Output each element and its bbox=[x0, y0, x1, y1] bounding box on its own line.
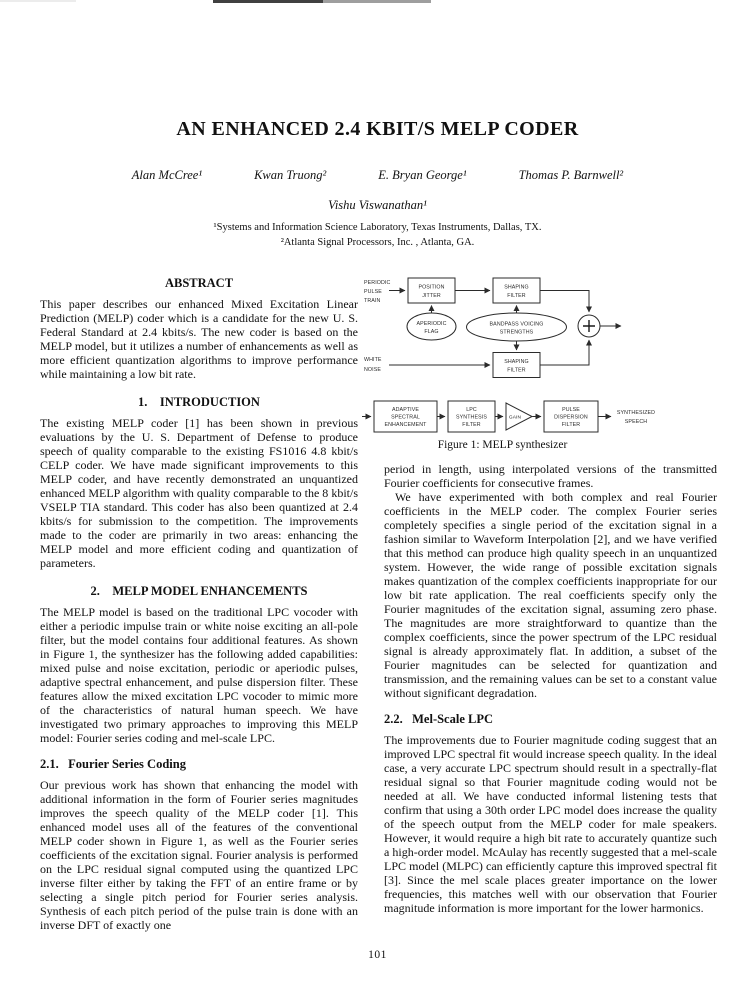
abstract-heading: ABSTRACT bbox=[164, 276, 234, 290]
section-2-text: The MELP model is based on the traditional LPC vocoder with either a periodic impulse train or white noise exciting an all-pole filter, but the model contains four additional features. As shown in Figure 1, the synthesizer has the following added capabilities: mixed pulse and noise excitation, periodic or aperiodic pulses, adaptive spectral enhancement, and pulse dispersion filter. These features allow the mixed excitation LPC vocoder to mimic more of the characteristics of natural human speech. We have investigated two primary approaches to improving this MELP model: Fourier series coding and mel-scale LPC. bbox=[40, 605, 358, 745]
affiliation-1: ¹Systems and Information Science Laboratory, Texas Instruments, Dallas, TX. bbox=[213, 222, 542, 233]
label-pulse: PULSE bbox=[364, 289, 382, 295]
block-aperiodic-flag bbox=[407, 313, 456, 340]
label-position: POSITION bbox=[418, 284, 445, 291]
label-enhancement: ENHANCEMENT bbox=[384, 422, 427, 428]
label-filter-top: FILTER bbox=[507, 293, 526, 299]
affiliation-2: ²Atlanta Signal Processors, Inc. , Atlanta, GA. bbox=[280, 237, 475, 248]
label-jitter: JITTER bbox=[422, 293, 441, 299]
page-number: 101 bbox=[368, 949, 387, 961]
block-lpc-synthesis-filter bbox=[448, 401, 495, 432]
section-2-heading: 2. MELP MODEL ENHANCEMENTS bbox=[90, 584, 308, 598]
wire-shaping-top-to-sum bbox=[540, 291, 589, 313]
author-3: E. Bryan George¹ bbox=[378, 168, 467, 182]
block-position-jitter bbox=[408, 278, 455, 303]
label-speech: SPEECH bbox=[624, 419, 648, 425]
label-filter-lpc: FILTER bbox=[462, 422, 481, 428]
label-aperiodic: APERIODIC bbox=[416, 321, 447, 327]
label-filter-pdf: FILTER bbox=[561, 422, 581, 428]
author-1: Alan McCree¹ bbox=[131, 168, 203, 182]
label-flag: FLAG bbox=[424, 329, 439, 335]
scan-artifact-gray-bar bbox=[323, 0, 431, 3]
scan-artifact-faint-bar bbox=[0, 0, 76, 2]
label-periodic: PERIODIC bbox=[364, 280, 391, 286]
section-2-1-heading: 2.1. Fourier Series Coding bbox=[40, 757, 186, 771]
label-strengths: STRENGTHS bbox=[499, 329, 534, 336]
block-adaptive-spectral-enhancement bbox=[374, 401, 437, 432]
label-white: WHITE bbox=[364, 357, 382, 363]
scan-artifact-dark-bar bbox=[213, 0, 323, 3]
label-filter-bottom: FILTER bbox=[507, 367, 526, 374]
left-column bbox=[40, 276, 358, 932]
label-spectral: SPECTRAL bbox=[391, 414, 420, 421]
label-periodic-pulse-train bbox=[364, 280, 390, 304]
author-2: Kwan Truong² bbox=[254, 168, 327, 182]
section-2-2-heading: 2.2. Mel-Scale LPC bbox=[384, 712, 494, 726]
label-synthesized: SYNTHESIZED bbox=[616, 410, 656, 416]
section-2-1-text: Our previous work has shown that enhancing the model with additional information in the form of Fourier series magnitudes improves the speech quality of the MELP coder [1]. This enhanced model uses all of the features of the conventional MELP coder shown in Figure 1, as well as the Fourier series coefficients of the excitation signal. Fourier analysis is performed on the LPC residual signal computed using the quantized LPC inverse filter either by taking the FFT of an entire frame or by selecting a single pitch period for Fourier series analysis. Synthesis of each pitch period of the pulse train is done with an inverse DFT of exactly one bbox=[40, 778, 358, 932]
label-dispersion: DISPERSION bbox=[554, 414, 588, 421]
figure-1-caption: Figure 1: MELP synthesizer bbox=[437, 439, 568, 451]
author-list bbox=[40, 168, 715, 183]
right-col-para-2: We have experimented with both complex and real Fourier coefficients in the MELP coder. The complex Fourier series completely specifies a single period of the excitation signal in a fashion similar to Waveform Interpolation [2], and we have verified that this method can produce high quality speech in an unquantized system. However, the wide range of possible excitation signals makes quantization of the complex coefficients inappropriate for our low bit rate application. The real coefficients specify only the Fourier magnitudes of the excitation signal, assuming zero phase. The magnitudes are more straightforward to quantize than the complex coefficients, since the power spectrum of the LPC residual signal is already approximately flat. In addition, a subset of the Fourier magnitudes can be selected for quantization and transmission, and the remaining values can be set to a constant value without significant degradation. bbox=[384, 490, 717, 700]
right-column bbox=[364, 274, 717, 915]
label-train: TRAIN bbox=[364, 298, 381, 304]
summing-junction-icon bbox=[578, 315, 600, 337]
section-2-2-text: The improvements due to Fourier magnitude coding suggest that an improved LPC spectral fit would increase speech quality. In the ideal case, a very accurate LPC spectrum should result in a spectrally-flat residual signal so that Fourier magnitude coding would not be needed at all. We have conducted informal listening tests that confirm that using a 30th order LPC model does increase the quality of the speech output from the MELP coder for male speakers. However, it would require a high bit rate to accurately quantize such a high-order model. McAulay has recently suggested that a mel-scale LPC model (MLPC) can efficiently capture this improved spectral fit [3]. Since the mel scale places greater importance on the lower frequencies, this matches well with our observation that Fourier magnitude information is more important for the lower harmonics. bbox=[384, 733, 717, 915]
right-col-para-1: period in length, using interpolated versions of the transmitted Fourier coefficients for consecutive frames. bbox=[384, 462, 717, 490]
label-synthesized-speech bbox=[617, 410, 655, 425]
section-1-text: The existing MELP coder [1] has been shown in previous evaluations by the U. S. Department of Defense to produce speech of quality comparable to the existing FS1016 4.8 kbit/s CELP coder. We have made significant improvements to this MELP coder, and have recently demonstrated an unquantized enhanced MELP algorithm with quality comparable to the 8 kbit/s VSELP TIA standard. This coder has also been quantized at 2.4 kbits/s for submission to the competition. The improvements made to the coder are primarily in two areas: enhancing the MELP model and more efficient coding and quantization of parameters. bbox=[40, 416, 358, 570]
block-shaping-filter-bottom bbox=[493, 353, 540, 378]
paper-title: AN ENHANCED 2.4 KBIT/S MELP CODER bbox=[176, 118, 579, 140]
label-lpc: LPC bbox=[466, 407, 477, 413]
author-5: Vishu Viswanathan¹ bbox=[328, 198, 427, 212]
label-synthesis: SYNTHESIS bbox=[456, 414, 487, 421]
block-bandpass-voicing-strengths bbox=[467, 313, 567, 341]
figure-1-melp-synthesizer bbox=[360, 274, 740, 436]
label-adaptive: ADAPTIVE bbox=[392, 407, 419, 413]
label-bandpass-voicing: BANDPASS VOICING bbox=[489, 321, 544, 328]
label-noise: NOISE bbox=[364, 367, 381, 373]
section-1-heading: 1. INTRODUCTION bbox=[138, 395, 260, 409]
block-pulse-dispersion-filter bbox=[544, 401, 598, 432]
label-shaping-top: SHAPING bbox=[504, 284, 529, 291]
label-shaping-bottom: SHAPING bbox=[504, 359, 529, 365]
label-pulse-pdf: PULSE bbox=[562, 407, 580, 413]
wire-shaping-bottom-to-sum bbox=[540, 340, 589, 365]
label-white-noise bbox=[364, 357, 382, 373]
block-gain bbox=[506, 403, 532, 430]
author-4: Thomas P. Barnwell² bbox=[518, 168, 624, 182]
label-gain: GAIN bbox=[508, 415, 522, 421]
block-shaping-filter-top bbox=[493, 278, 540, 303]
abstract-text: This paper describes our enhanced Mixed Excitation Linear Prediction (MELP) coder which is a candidate for the new U. S. Federal Standard at 2.4 kbits/s. The new coder is based on the MELP model, but it utilizes a number of enhancements as well as more efficient quantization algorithms to improve performance while maintaining a low bit rate. bbox=[40, 297, 358, 381]
